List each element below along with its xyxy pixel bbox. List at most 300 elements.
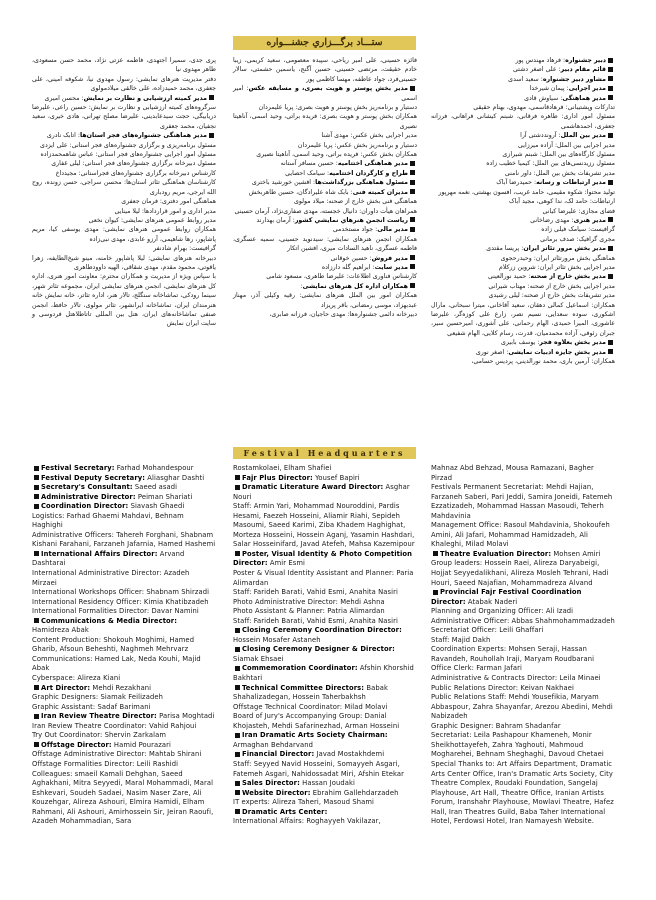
bullet-square-icon	[410, 217, 415, 222]
credit-names: Cyberspace: Alireza Kiani	[32, 674, 121, 683]
credit-line	[32, 770, 216, 827]
credit-line	[32, 159, 216, 168]
credit-names: Festivals Permanent Secretariat: Mehdi Hajian, Farzaneh Saberi, Pari Jeddi, Samira Joneidi, Fatemeh Ezzatizadeh, Mohammad Hassan Masoudi, Teherh Mahdavinia	[431, 483, 613, 520]
bullet-square-icon	[410, 264, 415, 269]
credit-line	[431, 464, 615, 483]
credit-title: مدیر بخش بعلاوه فجر	[539, 339, 606, 347]
credit-line	[233, 569, 417, 588]
credit-names: مسئول امور اداری: طاهره فرقانی، شبنم کیشانی فراهانی، فرزانه جعفری، احمدهاشمی	[431, 113, 615, 130]
credit-line	[32, 703, 216, 713]
credit-title: مدیر فروش	[371, 254, 408, 262]
credit-line	[431, 254, 615, 263]
credit-line	[233, 263, 417, 272]
credit-names: Amir Esmi	[267, 559, 305, 568]
credit-names: فائزه حسینی، علی امیر ریاحی، سپیده معصومی، سعید کریمی، زیبا خادم حقیقت، مرتضی حسینی، حسین آگنج، یاسمین حشمتی، سالار حسینی‌فرد، جواد عاطفه، مهسا کاظمی پور	[233, 57, 417, 83]
credit-title: طراح و کارگردان اختتامیه	[329, 169, 408, 177]
credit-names: Mahnaz Abd Behzad, Mousa Ramazani, Bagher Pirzad	[431, 464, 594, 482]
credit-line	[32, 693, 216, 703]
credit-title: Sales Director:	[242, 779, 300, 788]
credit-title: Offstage Director:	[41, 740, 112, 749]
credit-title: Communications & Media Director:	[41, 616, 177, 625]
credit-names: Secretariat Officer: Leili Ghaffari	[431, 626, 544, 635]
bullet-square-icon	[608, 86, 613, 91]
credit-line	[431, 674, 615, 684]
bullet-square-icon	[34, 618, 39, 623]
credit-title: مدیر هماهنگی	[562, 94, 606, 102]
credit-line	[233, 216, 417, 225]
credit-title: Art Director:	[41, 683, 91, 692]
credit-line	[431, 272, 615, 281]
credit-line	[233, 474, 417, 484]
credit-names: Armaghan Behdarvand	[233, 740, 313, 749]
credit-line	[32, 550, 216, 569]
credit-line	[431, 159, 615, 168]
credit-line	[32, 617, 216, 636]
credit-names: : افشین خورشید باختری	[251, 179, 316, 187]
credit-line	[32, 712, 216, 722]
bullet-square-icon	[235, 647, 240, 652]
credit-line	[431, 216, 615, 225]
bullet-square-icon	[433, 551, 438, 556]
credit-line	[431, 169, 615, 178]
credit-line	[32, 607, 216, 617]
credit-line	[32, 731, 216, 741]
credit-names: Staff: Seyyed Navid Hosseini, Somayyeh Asgari, Fatemeh Asgari, Nahidossadat Miri, Afshin Etekar	[233, 759, 405, 778]
credit-title: مدیر هماهنگی اختتامیه	[337, 160, 408, 168]
credit-title: مدیران کمیته فنی	[352, 188, 408, 196]
credit-names: Parisa Moghtadi	[156, 712, 215, 721]
credit-line	[431, 244, 615, 253]
credit-title: مدیر هنری	[573, 216, 606, 224]
credit-names: دستیار و برنامه‌ریز بخش پوستر و هویت بصری: پریا علیمردان	[258, 104, 417, 112]
credit-names: Graphic Designer: Bahram Shadanfar	[431, 721, 561, 730]
credit-names: هماهنگی فنی بخش خارج از صحنه: میلاد مولوی	[294, 198, 417, 206]
credit-line	[431, 664, 615, 674]
credit-line	[431, 65, 615, 74]
credit-line	[32, 150, 216, 159]
bullet-square-icon	[235, 790, 240, 795]
credit-line	[431, 559, 615, 588]
credit-names: Arvand Dashtarai	[32, 549, 185, 568]
credit-line	[233, 789, 417, 799]
credit-title: مسئول هماهنگی بزرگداشت‌ها	[315, 179, 408, 187]
credit-names: IT experts: Alireza Taheri, Masoud Shami	[233, 798, 375, 807]
credit-names: Peiman Shariati	[135, 492, 193, 501]
credit-line	[32, 588, 216, 598]
credit-names: دستیار و برنامه‌ریز بخش عکس: پریا علیمردان	[297, 141, 417, 149]
credit-names: مدیر اداری و امور قراردادها: لیلا مینایی	[114, 207, 216, 215]
credit-names: Mohsen Amiri	[551, 549, 601, 558]
credit-names: Saeed asadi	[132, 483, 178, 492]
credit-title: مدیر مالی	[377, 226, 408, 234]
credit-line	[431, 263, 615, 272]
bullet-square-icon	[410, 189, 415, 194]
credit-title: مدیر ارتباطات و رسانه	[536, 179, 606, 187]
credit-line	[233, 483, 417, 502]
bullet-square-icon	[608, 67, 613, 72]
credit-line	[431, 684, 615, 694]
credit-line	[233, 550, 417, 569]
credit-names: Poster & Visual Identity Assistant and Planner: Paria Alimardan	[233, 569, 414, 587]
persian-section-header: ستـــاد برگـــزاري جشنـــواره	[233, 36, 416, 50]
bullet-square-icon	[34, 742, 39, 747]
credit-line	[233, 750, 417, 760]
credit-title: Financial Director:	[242, 750, 315, 759]
credit-names: Offstage Administrative Director: Mahtab Shirani	[32, 750, 202, 759]
credit-line	[32, 636, 216, 655]
credit-names: Staff: Armin Yari, Mohammad Nouroddini, Pardis Hesami, Faezeh Hosseini, Aliamir Riahi, Sepideh Masoumi, Saeed Karimi, Ziba Khadem Haghighat, Morteza Hosseini, Hossein Aganj, Yasamin Hashdari, Salar Hosseinifard, Javad Atefeh, Mahsa Kazemipour	[233, 502, 415, 549]
bullet-square-icon	[235, 551, 240, 556]
credit-line	[431, 521, 615, 550]
bullet-square-icon	[608, 349, 613, 354]
credit-title: مدیر سایت	[374, 263, 408, 271]
bullet-square-icon	[235, 752, 240, 757]
credit-line	[32, 512, 216, 531]
credit-names: Offstage Formalities Director: Leili Rashidi	[32, 759, 179, 768]
credit-title: همکاران اداره کل هنرهای نمایشی	[302, 282, 408, 290]
credit-line	[32, 244, 216, 253]
credit-names: Content Production: Shokouh Moghimi, Hamed Gharib, Afsoun Beheshti, Naghmeh Mehrvarz	[32, 635, 195, 654]
bullet-square-icon	[34, 504, 39, 509]
credit-title: مدیر بخش جایزه ادبیات نمایشی	[508, 348, 606, 356]
bullet-square-icon	[608, 95, 613, 100]
credit-names: Staff: Farideh Barati, Vahid Esmi, Anahita Nasiri	[233, 616, 398, 625]
credit-names: دفتر مدیریت هنرهای نمایشی: رسول مهدوی نیا، شکوفه امینی، علی جعفری، محمد حمیدزاده، علی خالقی میلادمولوی	[32, 75, 216, 93]
credit-line	[431, 483, 615, 521]
credit-names: مدیر اجرایی بخش تئاتر ایران: شروین زرکلام	[498, 263, 615, 271]
bullet-square-icon	[410, 227, 415, 232]
credit-names: Graphic Designers: Siamak Feilizadeh	[32, 693, 163, 702]
credit-names: Aliasghar Dashti	[145, 473, 205, 482]
bullet-square-icon	[235, 628, 240, 633]
credit-names: Hamidreza Abak	[32, 626, 89, 635]
credit-line	[32, 94, 216, 103]
credit-line	[233, 282, 417, 291]
credit-names: مدیر روابط عمومی هنرهای نمایشی: کیوان نخعی	[88, 216, 216, 224]
persian-column-left	[32, 56, 216, 329]
credit-names: تدارکات وپشتیبانی: فرهادقاسمی، مهدوی، بهنام حقیقی	[473, 104, 615, 112]
credit-names: مدیر تشریفات بخش خارج از صحنه: لیلی رشیدی	[488, 292, 615, 300]
credit-line	[233, 598, 417, 608]
credit-names: مسئول کارگاه‌های بین الملل: شبنم شیرازی	[502, 151, 615, 159]
credit-line	[32, 272, 216, 328]
credit-names: Iran Review Theatre Coordinator: Vahid Rahjoui	[32, 721, 197, 730]
credit-names: Public Relations Staff: Mehdi Yousefikia, Maryam Abbaspour, Zahra Shayanfar, Arezou Abedini, Mehdi Nabizadeh	[431, 693, 613, 721]
bullet-square-icon	[235, 485, 240, 490]
credit-names: : اتابک نادری	[46, 132, 80, 140]
credit-line	[32, 531, 216, 550]
credit-line	[233, 103, 417, 112]
credit-names: : امیر اسمی	[233, 85, 417, 102]
credit-names: ارتباطات: حامد لک، ندا کوهی، مجید آباک	[509, 198, 615, 206]
credit-title: Poster, Visual Identity & Photo Competition Director:	[233, 549, 413, 568]
credit-line	[431, 188, 615, 197]
credit-title: Commemoration Coordinator:	[242, 664, 358, 673]
credit-line	[32, 464, 216, 474]
credit-names: سرگروه‌های کمیته ارزشیابی و نظارت بر نمایش: حسین راعی، علیرضا دریابیگی، حجت سیدعابدینی، علیرضا مصلح تهرانی، هادی خیری، سعید نجفیان، محمد جعفری	[32, 104, 216, 130]
credit-line	[431, 103, 615, 112]
credit-names: Group leaders: Hossein Raei, Alireza Daryabeigi, Hojjat Seyyedalikhani, Alireza Mosleh Tehrani, Hadi Houri, Saeed Najafian, Mohammadreza Alvand	[431, 559, 609, 587]
credit-names: با سپاس ویژه از مدیریت و همکاران محترم: معاونت امور هنری، اداره کل هنرهای نمایشی، انجمن هنرهای نمایشی ایران، مجموعه تئاتر شهر، سینما رودکی، تماشاخانه سنگلج، تالار هنر، اداره تئاتر، خانه نمایش خانه هنرمندان ایران، تماشاخانه ایرانشهر، تئاتر مولوی، تالار حافظ، انجمن صنفی تماشاخانه‌های ایران، هتل بین المللی تاتاطلاهتل فردوسی و سایت ایران نمایش	[32, 273, 216, 328]
credit-line	[233, 141, 417, 150]
credit-names: International Affairs: Roghayyeh Vakilazar,	[233, 817, 381, 826]
credit-line	[431, 150, 615, 159]
credit-line	[32, 655, 216, 674]
credit-names: : سیامک احصایی	[285, 169, 330, 177]
bullet-square-icon	[235, 685, 240, 690]
credit-names: Special Thanks to: Art Affairs Department, Dramatic Arts Center Office, Iran's Dramatic Arts Society, City Theatre Complex, Roudaki Foundation, Sangelaj Playhouse, Art Hall, Theatre Office, Iranian Artists Forum, Iranshahr Playhouse, Mowlavi Theatre, Hafez Hall, Iran Theatres Guild, Baba Taher International Hotel, Ferdowsi Hotel, Iran Namayesh Website.	[431, 759, 614, 826]
credit-line	[431, 722, 615, 732]
credit-names: مسئول رزیدنسی‌های بین الملل: کیمیا خطیب زاده	[486, 160, 615, 168]
credit-title: Website Director:	[242, 788, 311, 797]
credit-title: Closing Ceremony Designer & Director:	[242, 645, 395, 654]
credit-names: گرافیست: سیامک فیلی زاده	[541, 226, 615, 234]
bullet-square-icon	[608, 340, 613, 345]
bullet-square-icon	[235, 475, 240, 480]
credit-line	[431, 301, 615, 339]
credit-line	[233, 178, 417, 187]
credit-names: مجری گرافیک: صدف برمانی	[540, 235, 615, 243]
credit-names: : علی اصغر دشتی	[512, 66, 561, 74]
credit-names: Photo Administrative Director: Mehdi Ashna	[233, 597, 385, 606]
credit-names: Planning and Organizing Officer: Ali Izadi	[431, 607, 574, 616]
credit-line	[431, 338, 615, 347]
credit-line	[233, 225, 417, 234]
credit-names: همکاران روابط عمومی هنرهای نمایشی: مهدی یوسفی کیا، مریم پاشاپور، رها شاهیمی، آرزو عابدی، مهدی نبی‌زاده	[32, 226, 216, 243]
credit-names: International Formalities Director: Davar Namini	[32, 607, 199, 616]
credit-names: کارشناس دبیرخانه برگزاری جشنواره‌های فجراستانی: مجیدداخ	[55, 169, 216, 177]
credit-line	[431, 348, 615, 357]
credit-line	[431, 94, 615, 103]
credit-names: Management Office: Rasoul Mahdavinia, Shokoufeh Amini, Ali Jafari, Mohammad Hamidzadeh, Ali Khaleghi, Milad Molavi	[431, 521, 610, 549]
credit-title: مدیر بخش مرور تئاتر ایران	[523, 245, 606, 253]
credit-line	[32, 483, 216, 493]
credit-line	[233, 131, 417, 140]
credit-line	[431, 56, 615, 65]
credit-line	[32, 103, 216, 131]
credit-title: Closing Ceremony Coordination Director:	[242, 626, 402, 635]
credit-names: Administrative & Contracts Director: Leila Minaei	[431, 674, 601, 683]
credit-line	[431, 141, 615, 150]
credit-names: همکاران انجمن هنرهای نمایشی: سیدنوید حسینی، سمیه عسگری، فاطمه عسگری، ناهید السادات میری، افشین اتکار	[233, 235, 417, 253]
credit-line	[233, 197, 417, 206]
credit-line	[233, 272, 417, 281]
credit-line	[431, 588, 615, 607]
credit-line	[431, 693, 615, 722]
credit-names: Administrative Officers: Tahereh Forghani, Shabnam Kishani Farahani, Farzaneh Jafarnia, Hamed Hashemi	[32, 530, 216, 549]
credit-names: Administrative Officer: Abbas Shahmohammadzadeh	[431, 616, 615, 625]
credit-names: Asghar Nouri	[233, 483, 410, 501]
credit-line	[32, 141, 216, 150]
credit-line	[32, 502, 216, 512]
credit-names: : بابک شاه علیرادگان، حسین طاهربخش	[248, 188, 353, 196]
credit-names: دبیرخانه دائمی جشنواره‌ها: مهدی حاجیان، فرزانه صابری،	[269, 310, 417, 318]
credit-names: هماهنگی بخش مرورتئاتر ایران: وحیدرحجوی	[500, 254, 615, 262]
credit-line	[233, 169, 417, 178]
english-section-header: Festival Headquarters	[233, 447, 416, 459]
credit-names: همکاران: اسماعیل کمالی دهقان، سعید آقاخانی، میترا سبحانی، مارال اشکوری، سوده سعدایی، نسیم نصر، زارع علی کوزه‌گر، علیرضا عاشوری، المیرا حمیدی، الهام رحمانی، علی آشوری، امیرحسین سیر، جبران رئوفی، آزاده محمدمیان، قدرت، رسام کلایی، الهام شفیعی	[431, 301, 615, 337]
credit-line	[431, 636, 615, 646]
credit-names: : سیاوش قادی	[524, 94, 563, 102]
credit-title: Iran Review Theatre Director:	[41, 712, 157, 721]
credit-names: فضای مجازی: علیرضا کیانی	[542, 207, 615, 215]
credit-names: مسئول امور اجرایی جشنواره‌های فجر استانی: عباس شاهمحمدزاده	[40, 151, 216, 159]
bullet-square-icon	[410, 170, 415, 175]
credit-names: Graphic Assistant: Sadaf Barimani	[32, 702, 151, 711]
credit-names: Logistics: Farhad Ghaemi Mahdavi, Behnam Haghighi	[32, 511, 184, 530]
credit-names: مدیر اجرایی بین الملل: آزاده میرزایی	[518, 141, 615, 149]
credit-names: : فرهاد مهندس پور	[515, 57, 566, 64]
credit-names: پری جدی، سمیرا اجتهدی، فاطمه عزتی نژاد، محمد حسن مسعودی، طاهر مهدوی نیا	[32, 57, 216, 74]
credit-line	[431, 197, 615, 206]
credit-names: هماهنگی امور دفتری: فرمان جعفری	[121, 198, 216, 206]
credit-line	[233, 112, 417, 131]
credit-names: International Workshops Officer: Shabnam Shirzadi	[32, 588, 210, 597]
credit-line	[233, 291, 417, 310]
bullet-square-icon	[608, 217, 613, 222]
credit-names: Javad Mostakhdemi	[314, 750, 385, 759]
credit-line	[431, 207, 615, 216]
credit-names: دبیرخانه هنرهای نمایشی: لیلا پاشاپور خامنه، مینو شیخ‌الطایفه، زهرا یاقوتی، محمود مقدم، مهدی شقاقی، الهیه داوودطاهری	[32, 254, 216, 271]
bullet-square-icon	[608, 76, 613, 81]
credit-title: Fajr Plus Director:	[242, 473, 313, 482]
credit-title: Theatre Evaluation Director:	[440, 549, 552, 558]
credit-names: Yousef Bapiri	[312, 473, 360, 482]
credit-line	[233, 150, 417, 159]
credit-title: مدیر بین الملل	[560, 132, 606, 140]
credit-line	[32, 75, 216, 94]
bullet-square-icon	[433, 590, 438, 595]
credit-line	[431, 282, 615, 291]
persian-column-right	[431, 56, 615, 366]
credit-names: International Administrative Director: Azadeh Mirzaei	[32, 569, 190, 587]
credit-names: مدیر اجرایی بخش عکس: مهدی آشنا	[321, 132, 417, 140]
english-column-3	[431, 464, 615, 827]
bullet-square-icon	[608, 133, 613, 138]
bullet-square-icon	[410, 255, 415, 260]
credit-names: کارشناسان هماهنگی تئاتر استان‌ها: محسن سراجی، حسن زونده، روح الله ایرجی، مریم رودباری	[32, 179, 216, 196]
bullet-square-icon	[209, 133, 214, 138]
credit-line	[233, 703, 417, 713]
credit-line	[233, 56, 417, 84]
credit-names: مدیر اجرایی بخش خارج از صحنه: مهتاب شیرانی	[488, 282, 615, 290]
credit-line	[233, 712, 417, 731]
credit-names: Atabak Naderi	[465, 597, 518, 606]
credit-names: همکاران: آرمین باری، محمد نورالدینی، پردیس حسامی،	[471, 358, 615, 365]
credit-line	[32, 197, 216, 206]
bullet-square-icon	[410, 283, 415, 288]
bullet-square-icon	[410, 180, 415, 185]
bullet-square-icon	[34, 494, 39, 499]
bullet-square-icon	[34, 485, 39, 490]
credit-line	[233, 760, 417, 779]
credit-line	[32, 207, 216, 216]
credit-line	[233, 684, 417, 703]
credit-line	[431, 357, 615, 366]
credit-line	[431, 760, 615, 827]
credit-names: : پریسا مقتدی	[486, 245, 524, 253]
credit-title: Dramatic Literature Award Director:	[242, 483, 384, 492]
credit-names: Hamid Pourazari	[111, 740, 172, 749]
credit-names: : اصغر نوری	[475, 348, 509, 356]
bullet-square-icon	[608, 180, 613, 185]
credit-line	[32, 493, 216, 503]
credit-title: Dramatic Arts Center:	[242, 807, 328, 816]
credit-title: Festival Deputy Secretary:	[41, 473, 146, 482]
credit-names: Coordination Experts: Mohsen Seraji, Hassan Ravandeh, Rouhollah Iraji, Maryam Roudbarani	[431, 645, 595, 663]
credit-title: Technical Committee Directors:	[242, 683, 365, 692]
credit-line	[233, 731, 417, 750]
credit-names: مسئول برنامه‌ریزی و برگزاری جشنواره‌های فجر استانی: علی ایزدی	[40, 141, 216, 149]
bullet-square-icon	[34, 714, 39, 719]
credit-names: Siamak Ehsaei	[233, 654, 284, 663]
credit-line	[431, 178, 615, 187]
credit-line	[431, 626, 615, 636]
credit-names: : حسین خوقانی	[330, 254, 372, 262]
credit-line	[431, 225, 615, 234]
credit-names: همراهان هیأت داوران: دانیال خجسته، مهدی صفاری‌نژاد، آرمان حسینی	[234, 207, 417, 215]
credit-names: مدیر تشریفات بخش بین الملل: داور نامنی	[504, 169, 615, 177]
bullet-square-icon	[608, 274, 613, 279]
credit-names: تولید محتوا: شکوه مقیمی، حامد غریب، افسون بهشتی، نغمه مهرپور	[438, 188, 615, 196]
credit-names: همکاران بخش پوستر و هویت بصری: فریده براتی، وحید اسمی، آناهیتا نصیری	[233, 113, 417, 130]
credit-names: کارشناس فناوری اطلاعات: علیرضا طاهری، مسعود شامی	[266, 273, 417, 281]
credit-names: : یوسف بابیری	[501, 339, 540, 347]
credit-line	[431, 617, 615, 627]
credit-line	[233, 254, 417, 263]
credit-line	[431, 731, 615, 760]
credit-names: Mehdi Rezakhani	[90, 683, 152, 692]
credit-names: Public Relations Director: Keivan Nakhaei	[431, 683, 574, 692]
credit-title: مدیر بخش پوستر و هویت بصری، و مسابقه عکس	[248, 85, 408, 93]
credit-names: : حسین مسافر آستانه	[280, 160, 338, 168]
credit-line	[32, 674, 216, 684]
credit-line	[431, 291, 615, 300]
credit-line	[233, 159, 417, 168]
credit-names: همکاران امور بین الملل هنرهای نمایشی: رقیه وکیلی آذر، مهناز عبدبهزاد، موسی رمضانی، باقر پریزاد	[233, 292, 417, 309]
credit-line	[32, 722, 216, 732]
credit-names: Secretariat: Leila Pashapour Khameneh, Monir Sheikhottayefeh, Zahra Yaghouti, Mahmoud Mogharehei, Behnam Sheghaghi, Davoud Chetaei	[431, 731, 604, 759]
credit-names: : مهدی رضاخانی	[530, 216, 574, 224]
credit-line	[233, 588, 417, 598]
credit-line	[233, 607, 417, 617]
credit-title: Iran Dramatic Arts Society Chairman:	[242, 731, 388, 740]
bullet-square-icon	[235, 666, 240, 671]
credit-names: Offstage Technical Coordinator: Milad Molavi	[233, 702, 388, 711]
credit-title: رياست انجمن هنرهاي نمايشي كشور	[294, 216, 408, 224]
credit-names: : آرونددشتی آرا	[520, 132, 561, 140]
credit-names: Colleagues: smaeil Kamali Dehghan, Saeed Aghakhani, Mitra Seyyedi, Maral Mohammadi, Maral Eshkevari, Soudeh Sadaei, Nasim Naser Zare, Ali Kouzehgar, Alireza Ashouri, Elmira Hamidi, Elham Rahmani, Ali Ashouri, Amirhossein Sir, Jeiran Raoufi, Azadeh Mohammadian, Sara	[32, 769, 214, 826]
english-column-1	[32, 464, 216, 827]
credit-title: Festival Secretary:	[41, 464, 115, 472]
credit-line	[233, 626, 417, 645]
credit-line	[233, 664, 417, 683]
english-column-2	[233, 464, 417, 827]
credit-names: : حمیدرضا آباک	[496, 179, 537, 187]
credit-line	[431, 112, 615, 131]
credit-line	[233, 779, 417, 789]
credit-names: Hossein Mosafer Astaneh	[233, 635, 321, 644]
credit-names: : سعید اسدی	[508, 75, 543, 83]
credit-names: Staff: Majid Dakh	[431, 635, 491, 644]
credit-line	[32, 760, 216, 770]
persian-column-middle	[233, 56, 417, 319]
credit-names: Ebrahim Gallehdarzadeh	[310, 788, 399, 797]
credit-line	[431, 607, 615, 617]
credit-line	[32, 569, 216, 588]
credit-line	[32, 254, 216, 273]
credit-names: : ابراهیم گله دارزاده	[321, 263, 375, 271]
